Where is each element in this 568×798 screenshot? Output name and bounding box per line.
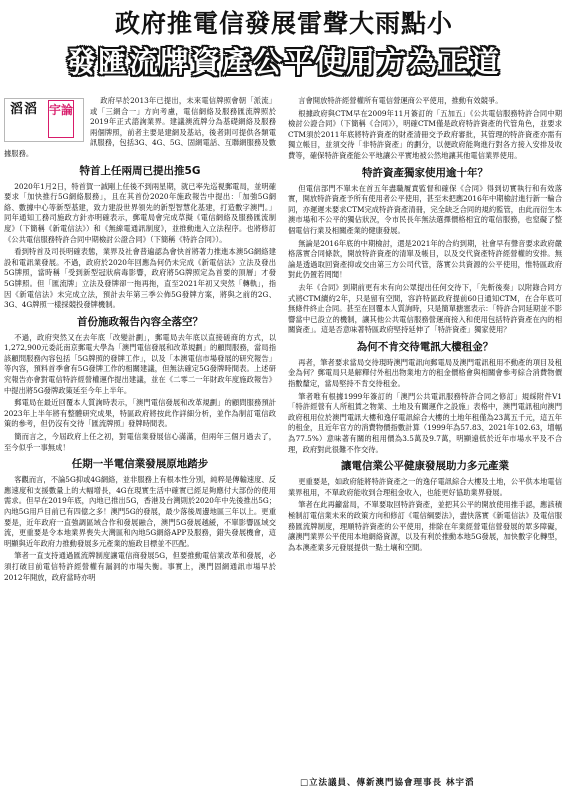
- subheading: 首份施政報告內容全落空？: [77, 315, 203, 328]
- subheading: 特首上任兩周已提出推5G: [79, 164, 201, 177]
- column-badge: [4, 98, 84, 142]
- paragraph: 政府早於2013年已提出，未來電信牌照會朝「派流」或「三網合一」方向考慮，電信網絡及服務匯流牌照於2019年正式諮詢業界。建議澳流牌分為基礎網絡及服務兩個牌照，前者主要是建網及基站，後者則可提供各類電訊服務，包括3G、4G、5G、固網電話、互聯網服務及數據服務。: [4, 96, 276, 158]
- author-signature: □立法議員、傳新澳門協會理事長 林宇滔: [300, 778, 475, 788]
- paragraph: 不過，政府突然又在去年底「改變計劃」，郵電局去年底以直接磋商的方式，以1,272,900元委託南京郵電大學為「澳門電信發展和改革規劃」的顧問服務，當局指該顧問服務內容包括「5G牌照的發牌工作」，以及「本澳電信市場發展的研究報告」等內容，預料首季會有5G發牌工作的相關建議，但無法確定5G發牌時間表。上述研究報告亦會對電信特許經營權運作提出建議，並在《二零二一年財政年度施政報告》中提出將5G發牌政策延至今年上半年。: [4, 332, 276, 395]
- left-column: [4, 96, 276, 585]
- paragraph: 2020年1月2日，特首賀一誠剛上任後不到兩星期，就已率先巡視郵電局，並明確要求「加快推行5G網絡服務」，且在其首份2020年施政報告中提出：「加強5G網絡、數據中心等新型基建，致力建設世界領先的新型智慧化基建，打造數字澳門。」同年通知工務司施政方針亦明確表示，郵電局會完成草擬《電信網絡及服務匯流制度》（下簡稱《新電信法》）和《無線電通訊制度》，並推動進入立法程序。也將修訂《公共電信服務特許合同中期檢討公證合同》（下簡稱《特許合同》）。: [4, 181, 276, 244]
- headline-secondary: 發匯流牌資產公平使用方為正道: [66, 45, 501, 79]
- paragraph: 郵電局在最近回覆本人質詢時表示，「澳門電信發展和改革規劃」的顧問服務預計2023年上半年將有整體研究成果，特區政府將按此作詳細分析，並作為制訂電信政策的參考，但仍沒有交待「匯流牌照」發牌時間表。: [4, 398, 276, 429]
- paragraph: 無論是2016年底的中期檢討，還是2021年的合約到期，社會早有聲音要求政府嚴格落實合同條款，開放特許資產的清單及帳目，以及交代資產特許經營權的安排。無論是透過取回資產抑或交由第三方公司代管，落實公共資源的公平使用，惟特區政府對此仍置若罔聞！: [288, 238, 562, 280]
- paragraph: 根據政府與CTM早在2009年11月簽訂的「五加五」《公共電信服務特許合同中期檢討公證合同》（下簡稱《合同》），明確CTM僅是政府特許資產的代管角色，並要求CTM須於2011年底將特許資產的財產清冊交予政府審批，其管理的特許資產亦需有獨立帳目，並須交待「非特許資產」的劃分，以便政府能夠進行對各方接入安排及收費等，確保特許資產能公平地讓公平實地被公然地讓其他電信業界使用。: [288, 108, 562, 160]
- paragraph: 去年《合同》到期前更有未有向公眾提出任何交待下，「先斬後奏」以附錄合同方式將CTM續約2年，只是留有空間，容許特區政府提前60日通知CTM，在合年底可無條件終止合同。甚至在回覆本人質詢時，只是簡單搪塞表示：「特許合同延期並不影響當中已設立的機制，讓其他公共電信服務營運商接入和使用包括特許資產在內的相關資產」。這是否意味著特區政府堅持延伸了「特許資產」獨家使用？: [288, 282, 562, 335]
- paragraph: 更重要是，如政府能將特許資產之一的逸仔電訊綜合大樓及土地，公平供本地電信業界租用，不單政府能收到合理租金收入，也能更好協助業界發展。: [288, 477, 562, 497]
- paragraph: 客觀而言，不論5G抑或4G網絡，並非服務上有根本性分別，純粹是傳輸速度、反應速度和支援數量上的大幅增長，4G在現實生活中確實已經足夠應付大部份的使用需求。但早在2019年底，內地已推出5G，香港及台灣則於2020年中先後推出5G；內地5G用戶目前已有四億之多！澳門5G的發展，最少落後周邊地區三年以上。更重要是，近年政府一直強調區域合作和發展融合，澳門5G發展越緩，不單影響區域交流，更重要是令本地業界喪失大灣區和內地5G網絡APP及服務，錯失發展機會，這明顯與近年政府力推動發展多元產業的施政目標並不匹配。: [4, 475, 276, 548]
- column-stamp: 宇論: [48, 100, 74, 138]
- paragraph: 言會開放特許經營權所有電信營運商公平使用，推動有效競爭。: [298, 96, 503, 105]
- paragraph: 再者，筆者要求當局交待現時澳門電訊向郵電局及澳門電訊租用不動產的項目及租金為何？郵電局只是解釋付外租出物業地方的租金價格會與相關會參考綜合消費物價指數釐定，當局堅持不肯交待租金。: [288, 357, 562, 389]
- subheading: 任期一半電信業發展原地踏步: [71, 458, 209, 471]
- paragraph: 簡而言之，今屆政府上任之初，對電信業發展信心滿滿，但兩年三個月過去了，至今似乎一事無成！: [4, 432, 276, 452]
- columnist-name: 滔滔: [10, 102, 39, 117]
- paragraph: 筆者一直支持通過匯流牌制度讓電信商發展5G，但要推動電信業改革和發展，必須打破目前電信特許經營權有漏洞的市場失衡。事實上，澳門固網通訊市場早於2012年開放，政府當時亦明: [4, 551, 276, 582]
- paragraph: 看到特首及司長明確表態，業界及社會普遍認為會快首將著力推進本澳5G網絡建設和電訊業發展。不過，政府於2020年回應為何仍未完成《新電信法》立法及發出5G牌照，當時稱「受到新型冠狀病毒影響，政府將5G牌照定為首要的頂層」才發5G牌照。但「匯流牌」立法及發牌卻一拖再拖，直至2021年初又突然「轉軌」，指因《新電信法》未完成立法，預計去年第三季公佈5G發牌方案，將與之前的2G、3G、4G牌照一樣採競投發牌機制。: [4, 247, 276, 310]
- subheading: 特許資產獨家使用逾十年？: [362, 166, 488, 179]
- paragraph: 筆者在此再籲當局，不單要取回特許資產，並把其公平的開放使用推手認，應該積極制訂電信業未來的政策方向和修訂《電信綱要法》，盡快落實《新電信法》及電信服務匯流牌制度，理順特許資產的公平使用，排除在年業經營電信營發展的眾多障礙，讓澳門業界公平使用本地網絡資源，以及有利於推動本地5G發展，加快數字化轉型，為本澳產業多元發展提供一點土壤和空間。: [288, 500, 562, 552]
- subheading: 讓電信業公平健康發展助力多元產業: [341, 460, 509, 473]
- subheading: 為何不肯交待電訊大樓租金？: [356, 340, 494, 353]
- right-column: [288, 96, 562, 555]
- headline-main: 政府推電信發展雷聲大雨點小: [114, 9, 453, 38]
- paragraph: 但電信部門不單未在首五年盡職履責監督和確保《合同》得到切實執行和有效落實，開放特許資產予所有使用者公平使用，甚至未把應2016年中期檢討進行新一輪合同，亦遲遲未要求CTM完成特許資產清冊，完全缺乏合同的規約監管，由此而衍生本澳市場和不公平的獨佔狀況，令市民長年無法選擇價格相宜的電信服務，也窒礙了整個電信行業及相關產業的健康發展。: [288, 183, 562, 235]
- paragraph: 筆者唯有根據1999年簽訂的「澳門公共電訊服務特許合同之修訂」規綵附件V1「特許經營有人所租賃之物業、土地及有關運作之設施」表格中，澳門電訊租向澳門政府租用位於澳門電訊大樓和逸仔電訊綜合大樓的土地年租僅為23萬五千元，這五年的租金，且近年官方的消費物價指數計算（1999年為57.83、2021年102.63，增幅為77.5%）意味著有關的租用價為3.5萬及9.7萬，明顯遠低於近年市場水平及不合理，政府對此很難不作交待。: [288, 391, 562, 454]
